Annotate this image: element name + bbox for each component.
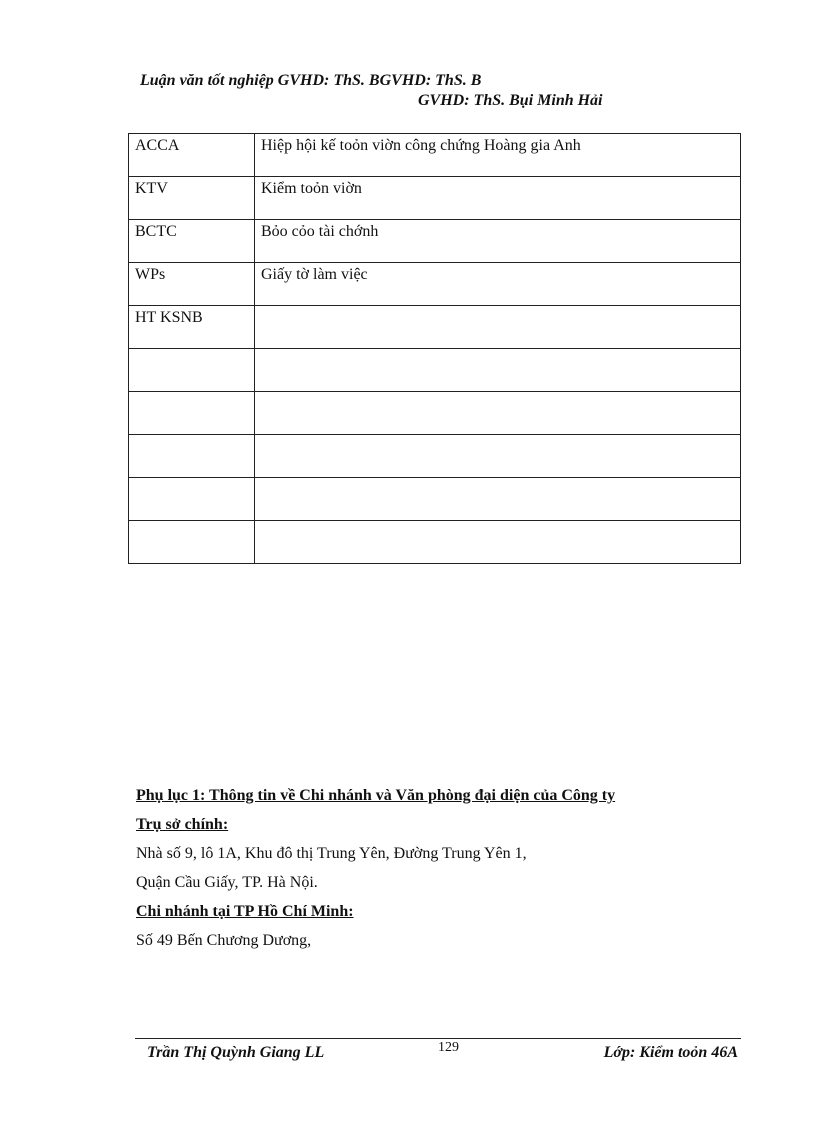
header-line-2: GVHD: ThS. Bụi Minh Hải [418,92,603,109]
header-line-1: Luận văn tốt nghiệp GVHD: ThS. BGVHD: ThS. B [140,72,482,89]
abbreviation-cell: BCTC [129,220,255,263]
branch-heading: Chi nhánh tại TP Hồ Chí Minh: [136,903,354,920]
meaning-cell [255,306,741,349]
meaning-cell [255,521,741,564]
meaning-cell [255,392,741,435]
meaning-cell: Kiểm toỏn viờn [255,177,741,220]
meaning-cell: Hiệp hội kế toỏn viờn công chứng Hoàng gia Anh [255,134,741,177]
table-row [129,521,741,564]
table-row [129,220,741,263]
headquarters-address-line-2: Quận Cầu Giấy, TP. Hà Nội. [136,874,318,891]
footer-author: Trần Thị Quỳnh Giang LL [147,1044,325,1061]
abbreviation-table-body [129,134,741,564]
meaning-cell [255,435,741,478]
table-row [129,134,741,177]
table-row [129,435,741,478]
headquarters-address-line-1: Nhà số 9, lô 1A, Khu đô thị Trung Yên, Đường Trung Yên 1, [136,845,527,862]
abbreviation-cell: ACCA [129,134,255,177]
abbreviation-cell: KTV [129,177,255,220]
abbreviation-cell [129,521,255,564]
appendix-title: Phụ lục 1: Thông tin về Chi nhánh và Văn phòng đại diện của Công ty [136,787,616,804]
table-row [129,349,741,392]
footer-divider [135,1038,741,1039]
table-row [129,177,741,220]
meaning-cell [255,478,741,521]
abbreviation-cell: WPs [129,263,255,306]
abbreviation-table [128,133,741,564]
abbreviation-cell [129,478,255,521]
headquarters-heading: Trụ sở chính: [136,816,229,833]
page-number: 129 [438,1040,459,1055]
meaning-cell: Giấy tờ làm việc [255,263,741,306]
meaning-cell: Bỏo cỏo tài chớnh [255,220,741,263]
table-row [129,306,741,349]
table-row [129,392,741,435]
abbreviation-cell [129,349,255,392]
abbreviation-cell: HT KSNB [129,306,255,349]
footer-class: Lớp: Kiểm toỏn 46A [603,1044,738,1061]
meaning-cell [255,349,741,392]
table-row [129,478,741,521]
appendix-section [136,786,756,960]
table-row [129,263,741,306]
branch-address-line-1: Số 49 Bến Chương Dương, [136,932,312,949]
abbreviation-cell [129,435,255,478]
abbreviation-cell [129,392,255,435]
